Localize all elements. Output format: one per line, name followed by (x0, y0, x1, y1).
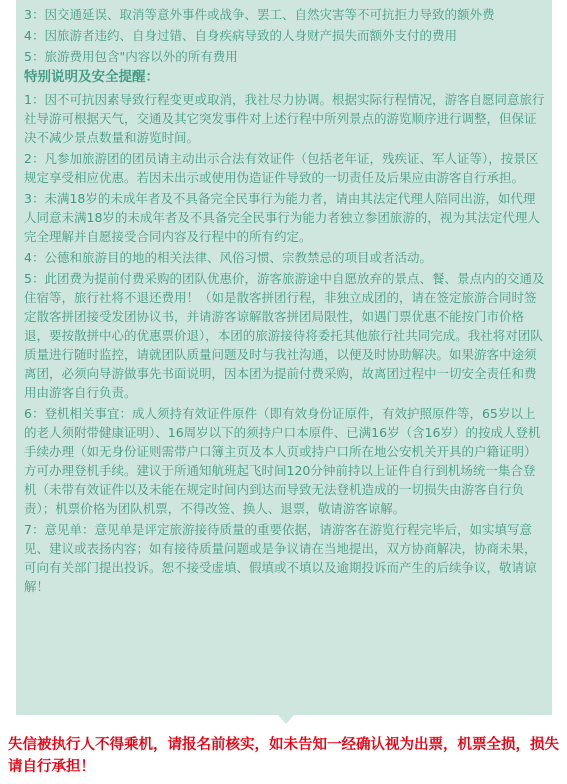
credit-warning: 失信被执行人不得乘机，请报名前核实，如未告知一经确认视为出票，机票全损，损失请自行承担！ (8, 737, 559, 775)
note-item-6: 6：登机相关事宜：成人须持有效证件原件（即有效身份证原件，有效护照原件等，65岁以上的老人须附带健康证明）、16周岁以下的须持户口本原件、已满16岁（含16岁）的按成人登机手续办理（如无身份证则需带户口簿主页及本人页或持户口所在地公安机关开具的户籍证明）方可办理登机手续。建议于所通知航班起飞时间120分钟前持以上证件自行到机场统一集合登机（未带有效证件以及未能在规定时间内到达而导致无法登机造成的一切损失由游客自行负责）；机票价格为团队机票，不得改签、换人、退票，敬请游客谅解。 (24, 406, 541, 516)
special-notes-heading: 特别说明及安全提醒： (24, 69, 159, 85)
note-item-2: 2：凡参加旅游团的团员请主动出示合法有效证件（包括老年证，残疾证、军人证等），按景区规定享受相应优惠。若因未出示或使用伪造证件导致的一切责任及后果应由游客自行承担。 (24, 151, 539, 185)
note-item-4: 4：公德和旅游目的地的相关法律、风俗习惯、宗教禁忌的项目或者活动。 (24, 250, 432, 265)
note-item-5: 5：此团费为提前付费采购的团队优惠价，游客旅游途中自愿放弃的景点、餐、景点内的交通及住宿等，旅行社将不退还费用！（如是散客拼团行程，非独立成团的，请在签定旅游合同时签定散客拼团接受发团协议书，并请游客谅解散客拼团局限性，如遇门票优惠不能按门市价格退，要按散拼中心的优惠票价退），本团的旅游接待将委托其他旅行社共同完成。我社将对团队质量进行随时监控，请就团队质量问题及时与我社沟通，以便及时协助解决。如果游客中途须离团，必须向导游做事先书面说明，因本团为提前付费采购，故离团过程中一切安全责任和费用由游客自行负责。 (24, 271, 545, 400)
panel-pointer-area (16, 715, 552, 725)
exclusion-item-4: 4：因旅游者违约、自身过错、自身疾病导致的人身财产损失而额外支付的费用 (24, 28, 457, 43)
note-item-1: 1：因不可抗因素导致行程变更或取消，我社尽力协调。根据实际行程情况，游客自愿同意旅行社导游可根据天气，交通及其它突发事件对上述行程中所列景点的游览顺序进行调整，但保证决不减少景点数量和游览时间。 (24, 92, 545, 145)
note-item-3: 3：未满18岁的未成年者及不具备完全民事行为能力者，请由其法定代理人陪同出游，如代理人同意未满18岁的未成年者及不具备完全民事行为能力者独立参团旅游的，视为其法定代理人完全理解并自愿接受合同内容及行程中的所有约定。 (24, 191, 540, 244)
panel-pointer-arrow (278, 715, 294, 724)
exclusion-item-3: 3：因交通延误、取消等意外事件或战争、罢工、自然灾害等不可抗拒力导致的额外费 (24, 7, 495, 22)
info-panel (16, 0, 552, 715)
exclusion-item-5: 5：旅游费用包含"内容以外的所有费用 (24, 49, 238, 64)
note-item-7: 7：意见单：意见单是评定旅游接待质量的重要依据，请游客在游览行程完毕后，如实填写意见、建议或表扬内容；如有接待质量问题或是争议请在当地提出，双方协商解决，协商未果，可向有关部门提出投诉。恕不接受虚填、假填或不填以及逾期投诉而产生的后续争议，敬请谅解！ (24, 522, 537, 594)
